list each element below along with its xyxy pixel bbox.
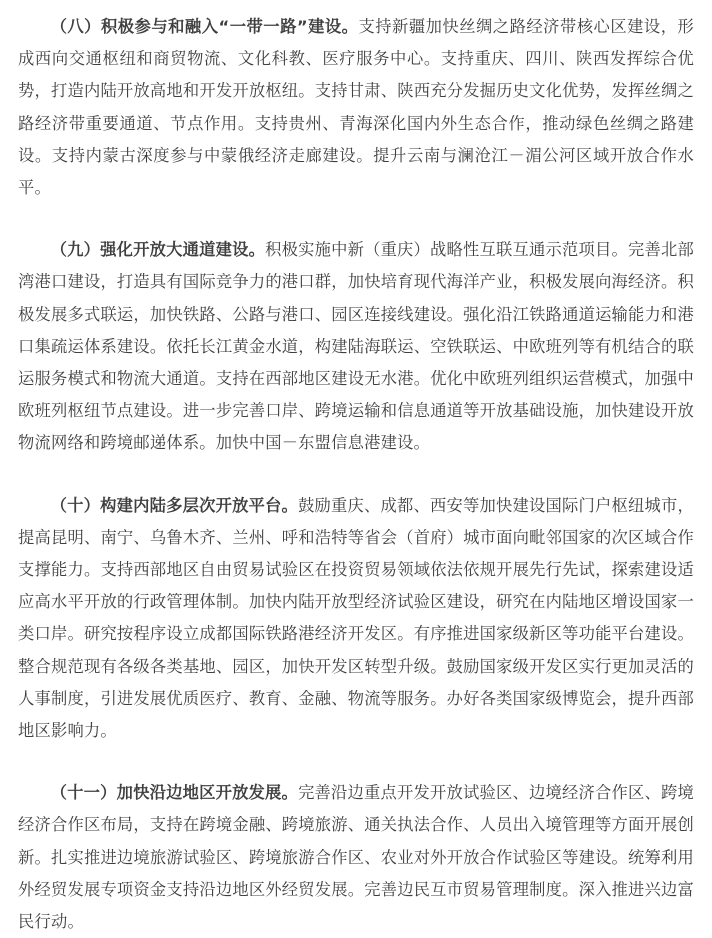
section-8-body: 支持新疆加快丝绸之路经济带核心区建设，形成西向交通枢纽和商贸物流、文化科教、医疗服务中心。支持重庆、四川、陕西发挥综合优势，打造内陆开放高地和开发开放枢纽。支持甘肃、陕西充分发掘历史文化优势，发挥丝绸之路经济带重要通道、节点作用。支持贵州、青海深化国内外生态合作，推动绿色丝绸之路建设。支持内蒙古深度参与中蒙俄经济走廊建设。提升云南与澜沧江－湄公河区域开放合作水平。 [18, 17, 694, 198]
section-9-paragraph [18, 234, 694, 459]
section-9-heading: （九）强化开放大通道建设。 [50, 240, 266, 260]
section-10-paragraph [18, 490, 694, 748]
section-10-heading: （十）构建内陆多层次开放平台。 [50, 495, 299, 515]
section-10-body: 鼓励重庆、成都、西安等加快建设国际门户枢纽城市，提高昆明、南宁、乌鲁木齐、兰州、呼和浩特等省会（首府）城市面向毗邻国家的次区域合作支撑能力。支持西部地区自由贸易试验区在投资贸易领域依法依规开展先行先试，探索建设适应高水平开放的行政管理体制。加快内陆开放型经济试验区建设，研究在内陆地区增设国家一类口岸。研究按程序设立成都国际铁路港经济开发区。有序推进国家级新区等功能平台建设。整合规范现有各级各类基地、园区，加快开发区转型升级。鼓励国家级开发区实行更加灵活的人事制度，引进发展优质医疗、教育、金融、物流等服务。办好各类国家级博览会，提升西部地区影响力。 [18, 495, 694, 741]
section-9-body: 积极实施中新（重庆）战略性互联互通示范项目。完善北部湾港口建设，打造具有国际竞争力的港口群，加快培育现代海洋产业，积极发展向海经济。积极发展多式联运，加快铁路、公路与港口、园区连接线建设。强化沿江铁路通道运输能力和港口集疏运体系建设。依托长江黄金水道，构建陆海联运、空铁联运、中欧班列等有机结合的联运服务模式和物流大通道。支持在西部地区建设无水港。优化中欧班列组织运营模式，加强中欧班列枢纽节点建设。进一步完善口岸、跨境运输和信息通道等开放基础设施，加快建设开放物流网络和跨境邮递体系。加快中国－东盟信息港建设。 [18, 240, 695, 453]
section-11-heading: （十一）加快沿边地区开放发展。 [50, 783, 299, 803]
section-11-paragraph [18, 777, 694, 938]
section-11-body: 完善沿边重点开发开放试验区、边境经济合作区、跨境经济合作区布局，支持在跨境金融、跨境旅游、通关执法合作、人员出入境管理等方面开展创新。扎实推进边境旅游试验区、跨境旅游合作区、农业对外开放合作试验区等建设。统筹利用外经贸发展专项资金支持沿边地区外经贸发展。完善边民互市贸易管理制度。深入推进兴边富民行动。 [18, 783, 694, 932]
section-8-heading: （八）积极参与和融入“一带一路”建设。 [50, 17, 359, 36]
section-8-paragraph [18, 11, 694, 204]
